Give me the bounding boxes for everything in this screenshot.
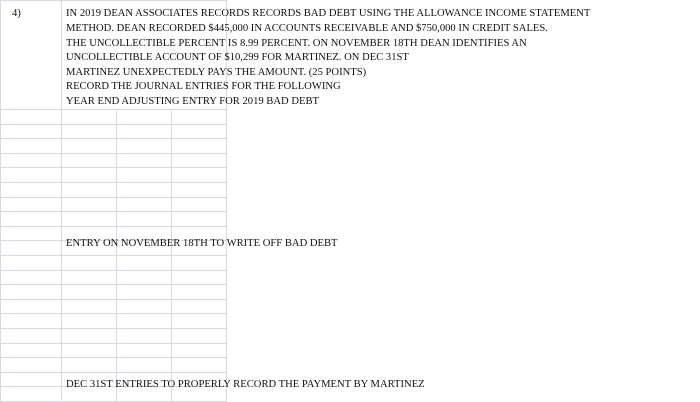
- problem-line: UNCOLLECTIBLE ACCOUNT OF $10,299 FOR MARTINEZ. ON DEC 31ST: [66, 52, 409, 63]
- grid-cell[interactable]: [172, 110, 227, 125]
- grid-cell[interactable]: [0, 256, 62, 271]
- grid-cell[interactable]: [172, 154, 227, 169]
- grid-cell[interactable]: [0, 154, 62, 169]
- grid-cell[interactable]: [117, 139, 172, 154]
- grid-cell[interactable]: [62, 271, 117, 286]
- grid-cell[interactable]: [62, 154, 117, 169]
- question-number: 4): [12, 8, 21, 19]
- problem-line: RECORD THE JOURNAL ENTRIES FOR THE FOLLOWING: [66, 81, 341, 92]
- grid-cell[interactable]: [62, 168, 117, 183]
- grid-cell[interactable]: [172, 329, 227, 344]
- grid-cell[interactable]: [117, 358, 172, 373]
- grid-cell[interactable]: [172, 300, 227, 315]
- grid-cell[interactable]: [0, 300, 62, 315]
- problem-line: THE UNCOLLECTIBLE PERCENT IS 8.99 PERCENT. ON NOVEMBER 18TH DEAN IDENTIFIES AN: [66, 38, 527, 49]
- grid-cell[interactable]: [0, 110, 62, 125]
- grid-cell[interactable]: [172, 271, 227, 286]
- grid-cell[interactable]: [117, 212, 172, 227]
- grid-cell[interactable]: [0, 183, 62, 198]
- grid-cell[interactable]: [0, 358, 62, 373]
- writeoff-entry-heading: ENTRY ON NOVEMBER 18TH TO WRITE OFF BAD DEBT: [66, 238, 338, 249]
- grid-cell[interactable]: [172, 212, 227, 227]
- grid-cell[interactable]: [117, 154, 172, 169]
- grid-cell[interactable]: [62, 198, 117, 213]
- problem-line: IN 2019 DEAN ASSOCIATES RECORDS RECORDS BAD DEBT USING THE ALLOWANCE INCOME STATEMENT: [66, 8, 591, 19]
- grid-cell[interactable]: [117, 183, 172, 198]
- grid-cell[interactable]: [0, 285, 62, 300]
- grid-cell[interactable]: [172, 168, 227, 183]
- grid-cell[interactable]: [117, 344, 172, 359]
- grid-cell[interactable]: [62, 139, 117, 154]
- grid-cell[interactable]: [172, 314, 227, 329]
- grid-cell[interactable]: [0, 168, 62, 183]
- grid-cell[interactable]: [117, 256, 172, 271]
- grid-cell[interactable]: [0, 344, 62, 359]
- grid-cell[interactable]: [0, 227, 62, 242]
- grid-cell[interactable]: [117, 314, 172, 329]
- grid-cell[interactable]: [62, 183, 117, 198]
- grid-cell[interactable]: [117, 125, 172, 140]
- grid-cell[interactable]: [117, 300, 172, 315]
- grid-cell[interactable]: [117, 168, 172, 183]
- grid-cell[interactable]: [172, 256, 227, 271]
- grid-cell[interactable]: [172, 285, 227, 300]
- grid-cell[interactable]: [62, 256, 117, 271]
- grid-cell[interactable]: [62, 212, 117, 227]
- grid-cell[interactable]: [62, 329, 117, 344]
- grid-cell[interactable]: [117, 271, 172, 286]
- grid-cell[interactable]: [172, 198, 227, 213]
- dec31-entry-heading: DEC 31ST ENTRIES TO PROPERLY RECORD THE PAYMENT BY MARTINEZ: [66, 379, 425, 390]
- grid-cell[interactable]: [0, 125, 62, 140]
- grid-cell[interactable]: [62, 285, 117, 300]
- grid-cell[interactable]: [0, 139, 62, 154]
- grid-cell[interactable]: [117, 285, 172, 300]
- grid-cell[interactable]: [62, 358, 117, 373]
- problem-line: METHOD. DEAN RECORDED $445,000 IN ACCOUNTS RECEIVABLE AND $750,000 IN CREDIT SALES.: [66, 23, 548, 34]
- grid-cell[interactable]: [62, 344, 117, 359]
- grid-cell[interactable]: [62, 314, 117, 329]
- grid-cell[interactable]: [0, 212, 62, 227]
- grid-cell[interactable]: [117, 110, 172, 125]
- grid-cell[interactable]: [0, 0, 62, 110]
- grid-cell[interactable]: [0, 241, 62, 256]
- grid-cell[interactable]: [62, 300, 117, 315]
- grid-cell[interactable]: [62, 125, 117, 140]
- grid-cell[interactable]: [117, 198, 172, 213]
- grid-cell[interactable]: [172, 358, 227, 373]
- grid-cell[interactable]: [172, 183, 227, 198]
- grid-cell[interactable]: [172, 344, 227, 359]
- grid-cell[interactable]: [0, 198, 62, 213]
- grid-cell[interactable]: [0, 329, 62, 344]
- grid-cell[interactable]: [172, 139, 227, 154]
- grid-cell[interactable]: [62, 110, 117, 125]
- grid-cell[interactable]: [117, 329, 172, 344]
- grid-cell[interactable]: [172, 125, 227, 140]
- problem-line: MARTINEZ UNEXPECTEDLY PAYS THE AMOUNT. (25 POINTS): [66, 67, 367, 78]
- grid-cell[interactable]: [0, 373, 62, 388]
- grid-cell[interactable]: [0, 314, 62, 329]
- grid-cell[interactable]: [0, 271, 62, 286]
- problem-line: YEAR END ADJUSTING ENTRY FOR 2019 BAD DEBT: [66, 96, 319, 107]
